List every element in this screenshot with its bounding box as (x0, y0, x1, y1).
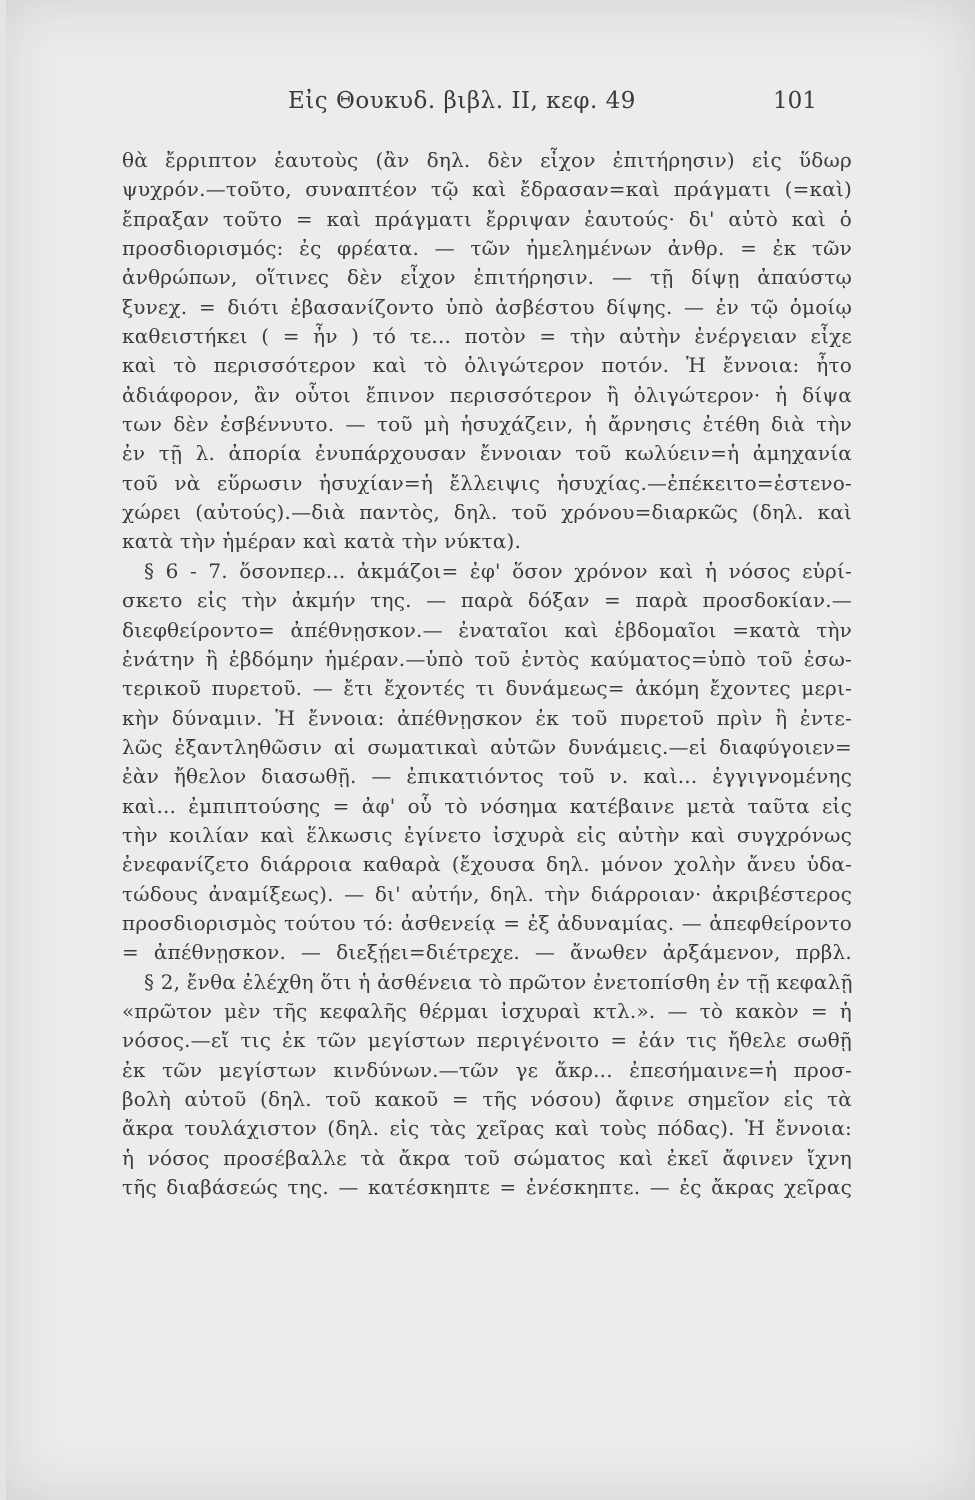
running-head: Εἰς Θουκυδ. βιβλ. ΙΙ, κεφ. 49 (288, 88, 636, 114)
text-line: τὴν κοιλίαν καὶ ἕλκωσις ἐγίνετο ἰσχυρὰ εἰς αὐτὴν καὶ συγχρόνως (122, 822, 852, 847)
section-line: § 2, ἔνθα ἐλέχθη ὅτι ἡ ἀσθένεια τὸ πρῶτον ἐνετοπίσθη ἐν τῇ κεφαλῇ (144, 969, 853, 994)
text-line: τῆς διαβάσεώς της. — κατέσκηπτε = ἐνέσκηπτε. — ἐς ἄκρας χεῖρας (122, 1175, 852, 1200)
text-line: ψυχρόν.—τοῦτο, συναπτέον τῷ καὶ ἔδρασαν=καὶ πράγματι (=καὶ) (122, 177, 852, 202)
text-line: προσδιορισμός: ἐς φρέατα. — τῶν ἠμελημένων ἀνθρ. = ἐκ τῶν (122, 236, 852, 261)
text-line: θὰ ἔρριπτον ἑαυτοὺς (ἂν δηλ. δὲν εἶχον ἐπιτήρησιν) εἰς ὕδωρ (122, 148, 852, 172)
text-line: τώδους ἀναμίξεως). — δι' αὐτήν, δηλ. τὴν διάρροιαν· ἀκριβέστερος (122, 881, 852, 906)
text-line: ἐν τῇ λ. ἀπορία ἐνυπάρχουσαν ἔννοιαν τοῦ κωλύειν=ἡ ἀμηχανία (122, 441, 852, 466)
text-line: καθειστήκει ( = ἦν ) τό τε... ποτὸν = τὴν αὐτὴν ἐνέργειαν εἶχε (122, 324, 852, 349)
text-line: νόσος.—εἴ τις ἐκ τῶν μεγίστων περιγένοιτο = ἐάν τις ἤθελε σωθῇ (122, 1028, 852, 1053)
text-line: λῶς ἐξαντληθῶσιν αἱ σωματικαὶ αὐτῶν δυνάμεις.—εἰ διαφύγοιεν= (122, 734, 852, 759)
text-line: καὶ τὸ περισσότερον καὶ τὸ ὀλιγώτερον ποτόν. Ἡ ἔννοια: ἦτο (122, 353, 852, 378)
text-line: ἡ νόσος προσέβαλλε τὰ ἄκρα τοῦ σώματος καὶ ἐκεῖ ἄφινεν ἴχνη (122, 1145, 852, 1170)
text-line: κὴν δύναμιν. Ἡ ἔννοια: ἀπέθνῃσκον ἐκ τοῦ πυρετοῦ πρὶν ἢ ἐντε- (122, 705, 852, 730)
text-line: ἔπραξαν τοῦτο = καὶ πράγματι ἔρριψαν ἑαυτούς· δι' αὐτὸ καὶ ὁ (122, 206, 852, 231)
section-line: § 6 - 7. ὅσονπερ... ἀκμάζοι= ἐφ' ὅσον χρόνον καὶ ἡ νόσος εὑρί- (144, 558, 852, 583)
page-edge (0, 0, 6, 1500)
text-line: ἐκ τῶν μεγίστων κινδύνων.—τῶν γε ἄκρ... ἐπεσήμαινε=ἡ προσ- (122, 1057, 852, 1082)
text-line: καὶ... ἐμπιπτούσης = ἀφ' οὗ τὸ νόσημα κατέβαινε μετὰ ταῦτα εἰς (122, 793, 852, 818)
page-header (0, 88, 975, 128)
text-line: τοῦ νὰ εὕρωσιν ἡσυχίαν=ἡ ἔλλειψις ἡσυχίας.—ἐπέκειτο=ἐστενο- (122, 470, 852, 495)
text-line: = ἀπέθνῃσκον. — διεξῄει=διέτρεχε. — ἄνωθεν ἀρξάμενον, πρβλ. (122, 940, 852, 965)
text-line: κατὰ τὴν ἡμέραν καὶ κατὰ τὴν νύκτα). (122, 529, 522, 554)
page-number: 101 (773, 88, 817, 114)
text-line: ἐνεφανίζετο διάρροια καθαρὰ (ἔχουσα δηλ. μόνον χολὴν ἄνευ ὑδα- (122, 852, 852, 877)
text-line: ἐὰν ἤθελον διασωθῇ. — ἐπικατιόντος τοῦ ν. καὶ... ἐγγιγνομένης (122, 764, 852, 789)
text-line: ἀνθρώπων, οἵτινες δὲν εἶχον ἐπιτήρησιν. — τῇ δίψῃ ἀπαύστῳ (122, 265, 852, 290)
text-line: των δὲν ἐσβέννυτο. — τοῦ μὴ ἡσυχάζειν, ἡ ἄρνησις ἐτέθη διὰ τὴν (122, 412, 852, 437)
text-line: τερικοῦ πυρετοῦ. — ἔτι ἔχοντές τι δυνάμεως= ἀκόμη ἔχοντες μερι- (122, 676, 852, 701)
text-line: σκετο εἰς τὴν ἀκμήν της. — παρὰ δόξαν = παρὰ προσδοκίαν.— (122, 588, 852, 613)
text-line: ἐνάτην ἢ ἑβδόμην ἡμέραν.—ὑπὸ τοῦ ἐντὸς καύματος=ὑπὸ τοῦ ἐσω- (122, 646, 852, 671)
text-line: προσδιορισμὸς τούτου τό: ἀσθενείᾳ = ἐξ ἀδυναμίας. — ἀπεφθείροντο (122, 910, 852, 935)
commentary-text (122, 146, 852, 1202)
text-line: χώρει (αὐτούς).—διὰ παντὸς, δηλ. τοῦ χρόνου=διαρκῶς (δηλ. καὶ (122, 500, 852, 525)
text-line: ξυνεχ. = διότι ἐβασανίζοντο ὑπὸ ἀσβέστου δίψης. — ἐν τῷ ὁμοίῳ (122, 294, 852, 319)
text-line: «πρῶτον μὲν τῆς κεφαλῆς θέρμαι ἰσχυραὶ κτλ.». — τὸ κακὸν = ἡ (122, 998, 852, 1023)
text-line: ἄκρα τουλάχιστον (δηλ. εἰς τὰς χεῖρας καὶ τοὺς πόδας). Ἡ ἔννοια: (122, 1116, 852, 1141)
text-line: βολὴ αὐτοῦ (δηλ. τοῦ κακοῦ = τῆς νόσου) ἄφινε σημεῖον εἰς τὰ (122, 1087, 852, 1111)
text-line: ἀδιάφορον, ἂν οὗτοι ἔπινον περισσότερον ἢ ὀλιγώτερον· ἡ δίψα (122, 382, 852, 407)
text-line: διεφθείροντο= ἀπέθνῃσκον.— ἐναταῖοι καὶ ἑβδομαῖοι =κατὰ τὴν (122, 617, 852, 642)
